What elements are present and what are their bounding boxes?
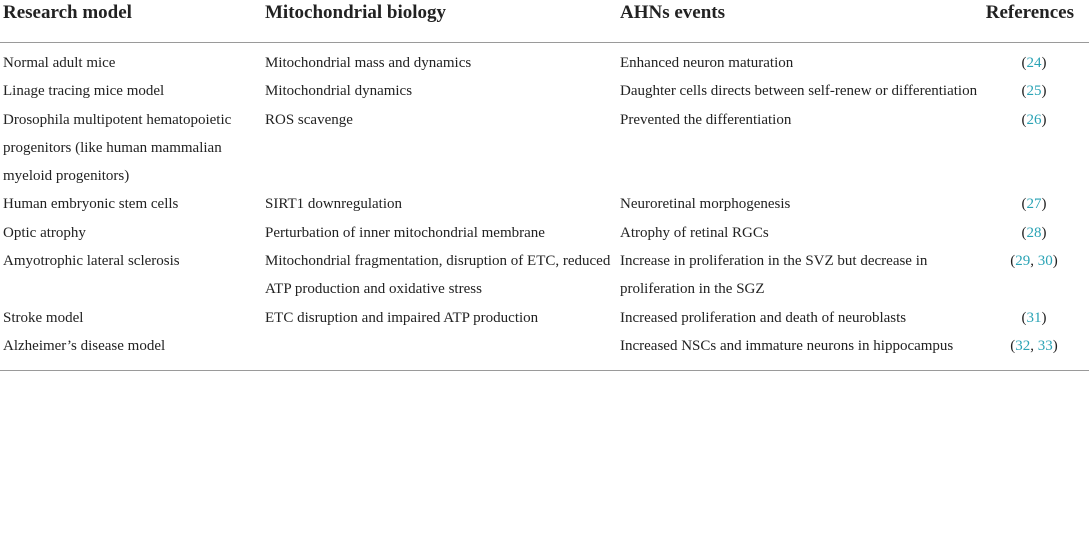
cell-research-model: Human embryonic stem cells xyxy=(3,196,179,213)
cell-ahns-events: Neuroretinal morphogenesis xyxy=(620,196,791,213)
cell-research-model: Linage tracing mice model xyxy=(3,83,165,100)
cell-research-model: Drosophila multipotent hematopoietic progenitors (like human mammalian myeloid progenitors) xyxy=(3,111,232,185)
reference-close-paren: ) xyxy=(1041,111,1047,128)
cell-mitochondrial-biology: Perturbation of inner mitochondrial membrane xyxy=(265,224,545,241)
cell-mitochondrial-biology: Mitochondrial fragmentation, disruption of ETC, reduced ATP production and oxidative stress xyxy=(265,253,611,298)
reference-open-paren: ( xyxy=(1021,55,1027,71)
reference-separator: , xyxy=(1030,253,1038,270)
table-body xyxy=(0,43,1089,371)
table-row xyxy=(0,106,1089,191)
cell-ahns-events: Atrophy of retinal RGCs xyxy=(620,224,769,241)
reference-open-paren: ( xyxy=(1010,337,1016,354)
cell-ahns-events: Increased proliferation and death of neuroblasts xyxy=(620,309,907,326)
table-row xyxy=(0,247,1089,304)
reference-close-paren: ) xyxy=(1041,309,1047,326)
header-row xyxy=(0,0,1089,43)
cell-mitochondrial-biology: Mitochondrial dynamics xyxy=(265,83,413,100)
reference-open-paren: ( xyxy=(1021,309,1027,326)
reference-link[interactable]: 30 xyxy=(1037,253,1053,270)
reference-separator: , xyxy=(1030,337,1038,354)
cell-research-model: Optic atrophy xyxy=(3,224,86,241)
cell-mitochondrial-biology xyxy=(262,332,617,370)
cell-mitochondrial-biology: Mitochondrial mass and dynamics xyxy=(265,55,472,71)
header-mitochondrial-biology: Mitochondrial biology xyxy=(262,0,617,43)
reference-close-paren: ) xyxy=(1052,253,1058,270)
table-row xyxy=(0,190,1089,218)
cell-mitochondrial-biology: SIRT1 downregulation xyxy=(265,196,402,213)
reference-close-paren: ) xyxy=(1041,83,1047,100)
reference-open-paren: ( xyxy=(1010,253,1016,270)
header-ahns-events: AHNs events xyxy=(617,0,979,43)
header-research-model: Research model xyxy=(0,0,262,43)
reference-open-paren: ( xyxy=(1021,224,1027,241)
cell-ahns-events: Increase in proliferation in the SVZ but decrease in proliferation in the SGZ xyxy=(620,253,928,298)
reference-close-paren: ) xyxy=(1041,224,1047,241)
reference-link[interactable]: 28 xyxy=(1026,224,1042,241)
cell-references xyxy=(979,304,1089,332)
table-bottom-rule xyxy=(0,370,1089,371)
reference-link[interactable]: 24 xyxy=(1026,55,1042,71)
cell-research-model: Normal adult mice xyxy=(3,55,116,71)
reference-open-paren: ( xyxy=(1021,83,1027,100)
cell-references xyxy=(979,43,1089,78)
reference-link[interactable]: 29 xyxy=(1015,253,1031,270)
cell-ahns-events: Increased NSCs and immature neurons in hippocampus xyxy=(620,337,954,354)
cell-references xyxy=(979,190,1089,218)
table-header xyxy=(0,0,1089,43)
reference-link[interactable]: 27 xyxy=(1026,196,1042,213)
cell-references xyxy=(979,219,1089,247)
reference-link[interactable]: 31 xyxy=(1026,309,1042,326)
reference-open-paren: ( xyxy=(1021,111,1027,128)
cell-references xyxy=(979,77,1089,105)
cell-ahns-events: Daughter cells directs between self-renew or differentiation xyxy=(620,83,978,100)
cell-ahns-events: Enhanced neuron maturation xyxy=(620,55,794,71)
reference-open-paren: ( xyxy=(1021,196,1027,213)
reference-link[interactable]: 32 xyxy=(1015,337,1031,354)
cell-mitochondrial-biology: ETC disruption and impaired ATP production xyxy=(265,309,539,326)
reference-close-paren: ) xyxy=(1052,337,1058,354)
cell-mitochondrial-biology: ROS scavenge xyxy=(265,111,353,128)
table-row xyxy=(0,304,1089,332)
reference-close-paren: ) xyxy=(1041,55,1047,71)
reference-link[interactable]: 25 xyxy=(1026,83,1042,100)
header-references: References xyxy=(979,0,1089,43)
reference-link[interactable]: 26 xyxy=(1026,111,1042,128)
cell-references xyxy=(979,247,1089,304)
table-row xyxy=(0,77,1089,105)
cell-references xyxy=(979,332,1089,370)
reference-close-paren: ) xyxy=(1041,196,1047,213)
cell-research-model: Stroke model xyxy=(3,309,84,326)
table-row xyxy=(0,219,1089,247)
cell-research-model: Amyotrophic lateral sclerosis xyxy=(3,253,180,270)
cell-ahns-events: Prevented the differentiation xyxy=(620,111,792,128)
reference-link[interactable]: 33 xyxy=(1037,337,1053,354)
cell-references xyxy=(979,106,1089,191)
cell-research-model: Alzheimer’s disease model xyxy=(3,337,166,354)
table-row xyxy=(0,43,1089,78)
table-row xyxy=(0,332,1089,370)
